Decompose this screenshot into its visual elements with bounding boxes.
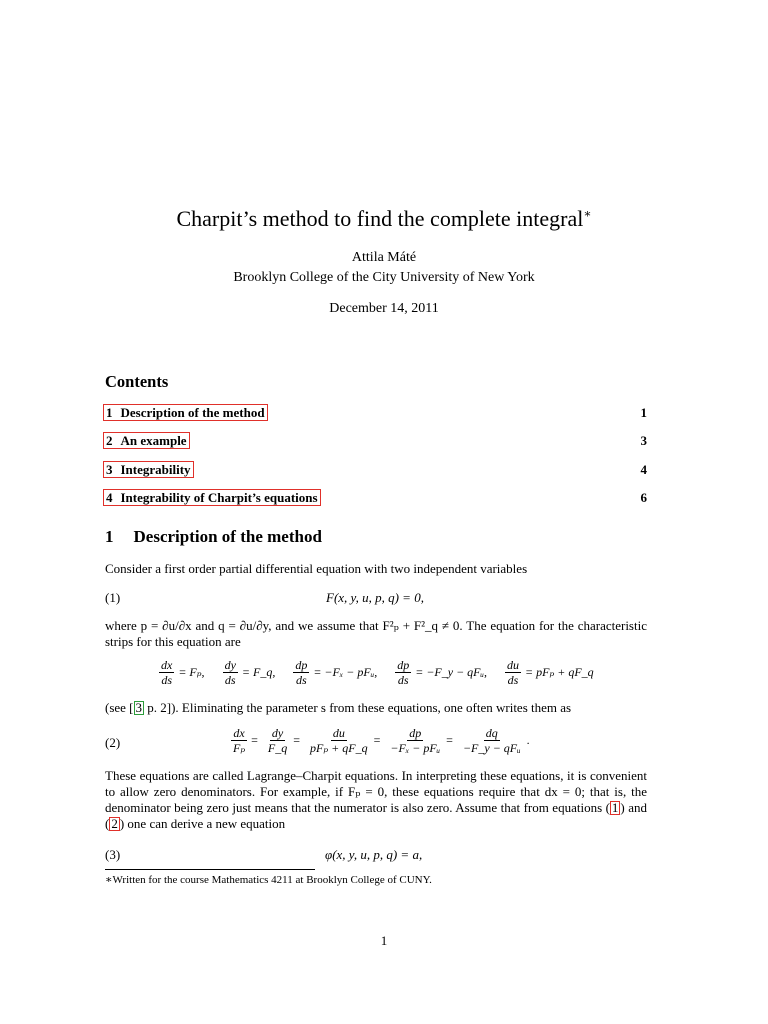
author-name: Attila Máté <box>351 250 417 265</box>
fraction: $\frac{dp}{\text{−Fₓ − pFᵤ}}$ <box>390 726 441 755</box>
fraction: $\frac{dy}{F\_q}$ <box>267 726 288 755</box>
paper-date: December 14, 2011 <box>329 301 439 316</box>
toc-entry <box>103 432 649 452</box>
equation-ref-2[interactable]: 2 <box>111 816 118 831</box>
toc-entry <box>103 461 649 481</box>
citation-link[interactable]: 3 <box>135 700 143 715</box>
fraction: $\frac{du}{\text{pFₚ + qF\_q}}$ <box>310 726 368 755</box>
equation-number-2: (2) <box>105 735 121 750</box>
fraction: $\frac{dq}{\text{−F\_y − qFᵤ}}$ <box>462 726 521 755</box>
page-number: 1 <box>380 933 388 948</box>
contents-heading: Contents <box>105 372 169 391</box>
paragraph-1: Consider a first order partial differential equation with two independent variables <box>105 561 528 576</box>
equation-number-3: (3) <box>105 847 121 862</box>
equation-2: $\frac{dx}{\text{Fₚ}}$ = $\frac{dy}{F\_q}$ = $\frac{du}{\text{pFₚ + qF\_q}}$ = $\frac{dp}{\text{−Fₓ − pFᵤ}}$ = $\frac{dq}{\text{−F\_y − qFᵤ}}$ . <box>233 726 530 755</box>
toc-link-2[interactable]: 2 An example <box>103 432 190 449</box>
fraction: $\frac{dy}{ds}$ <box>224 658 236 687</box>
toc-page: 4 <box>640 462 647 477</box>
toc-link-1[interactable]: 1 Description of the method <box>103 404 268 421</box>
fraction: $\frac{dp}{ds}$ <box>397 658 410 687</box>
paragraph-3: (see [ 3 p. 2]). Eliminating the parameter s from these equations, one often writes them as <box>105 700 572 715</box>
section-heading: 1 Description of the method <box>105 527 322 546</box>
footnote: ∗Written for the course Mathematics 4211 at Brooklyn College of CUNY. <box>105 874 432 886</box>
fraction: $\frac{dx}{\text{Fₚ}}$ <box>233 726 246 755</box>
toc-entry <box>103 489 649 509</box>
equation-3: φ(x, y, u, p, q) = a, <box>325 847 423 862</box>
characteristic-strips-equation: $\frac{dx}{ds}$ = Fₚ, $\frac{dy}{ds}$ = F_q, $\frac{dp}{ds}$ = −Fₓ − pFᵤ, $\frac{dp}{ds}$ = −F_y − qFᵤ, $\frac{du}{ds}$ = pFₚ + qF_q <box>161 658 594 687</box>
toc-link-3[interactable]: 3 Integrability <box>103 461 194 478</box>
toc-entry <box>103 404 649 424</box>
equation-number-1: (1) <box>105 590 121 605</box>
fraction: $\frac{dx}{ds}$ <box>161 658 173 687</box>
paper-title: Charpit’s method to find the complete integral∗ <box>176 206 592 231</box>
equation-ref-1[interactable]: 1 <box>611 800 619 815</box>
footnote-marker[interactable]: ∗ <box>583 206 592 221</box>
fraction: $\frac{dp}{ds}$ <box>295 658 308 687</box>
toc-page: 1 <box>640 405 647 420</box>
footnote-rule <box>105 869 315 870</box>
equation-1: F(x, y, u, p, q) = 0, <box>326 590 424 605</box>
affiliation: Brooklyn College of the City University of New York <box>233 270 535 285</box>
paragraph-2: where p = ∂u/∂x and q = ∂u/∂y, and we assume that F²ₚ + F²_q ≠ 0. The equation for the characteristic strips for this equation are <box>105 618 647 649</box>
toc-page: 6 <box>640 490 647 505</box>
toc-page: 3 <box>640 433 647 448</box>
fraction: $\frac{du}{ds}$ <box>507 658 520 687</box>
toc-link-4[interactable]: 4 Integrability of Charpit’s equations <box>103 489 321 506</box>
paragraph-4: These equations are called Lagrange–Charpit equations. In interpreting these equations, it is convenient to allow zero denominators. For example, if Fₚ = 0, these equations require that dx = 0; that is, the denominator being zero just means that the numerator is also zero. Assume that from equations ( 1 ) and ( 2 ) one can derive a new equation <box>105 768 647 831</box>
